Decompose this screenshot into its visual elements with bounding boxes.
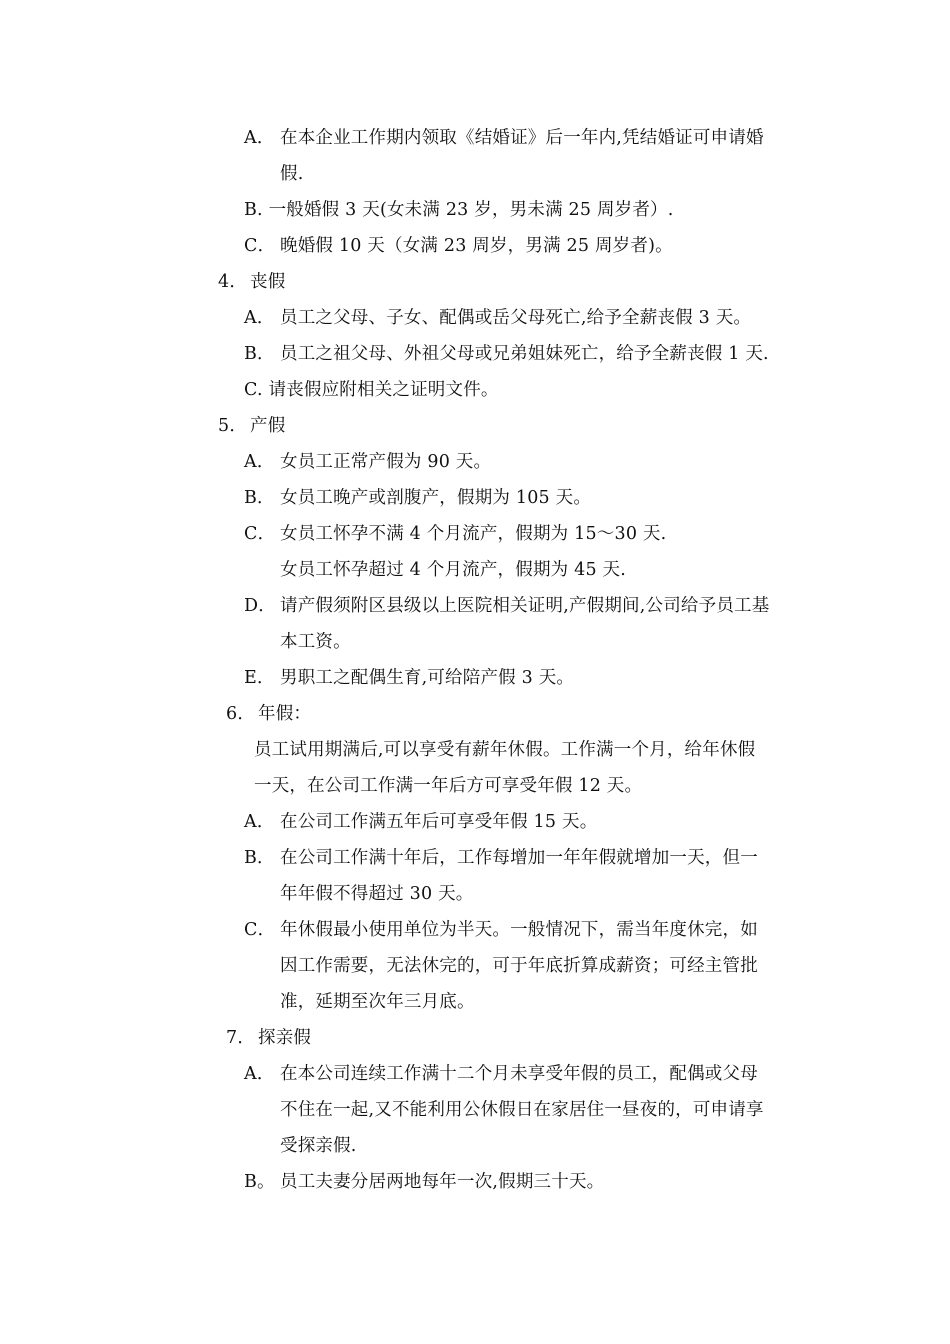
item-marker: B。 — [244, 1172, 275, 1192]
annual-leave-intro-line-1: 员工试用期满后,可以享受有薪年休假。工作满一个月，给年休假 — [254, 740, 756, 760]
item-marker: A． — [244, 812, 275, 832]
item-marker: A． — [244, 1064, 275, 1084]
item-text: 在本公司连续工作满十二个月未享受年假的员工，配偶或父母 — [280, 1064, 758, 1084]
family-visit-item-a — [244, 1062, 758, 1086]
item-marker: A． — [244, 128, 275, 148]
section-heading-family-visit — [226, 1026, 311, 1050]
item-marker: C． — [244, 524, 276, 544]
section-number: 6． — [226, 704, 256, 724]
item-marker: A． — [244, 452, 275, 472]
annual-leave-intro-line-2: 一天，在公司工作满一年后方可享受年假 12 天。 — [254, 776, 643, 796]
item-marker: C． — [244, 920, 276, 940]
item-marker: D． — [244, 596, 276, 616]
section-title: 探亲假 — [258, 1028, 312, 1048]
item-text: 女员工怀孕不满 4 个月流产，假期为 15～30 天. — [280, 524, 667, 544]
section-heading-annual-leave — [226, 702, 311, 726]
item-marker: B． — [244, 488, 275, 508]
family-visit-item-a-cont2: 受探亲假. — [280, 1136, 357, 1156]
marriage-leave-item-b: B. 一般婚假 3 天(女未满 23 岁，男未满 25 周岁者）. — [244, 200, 674, 220]
marriage-leave-item-c — [244, 234, 673, 258]
section-heading-bereavement — [218, 270, 285, 294]
annual-leave-item-b — [244, 846, 758, 870]
item-marker: A． — [244, 308, 275, 328]
item-text: 在公司工作满十年后，工作每增加一年年假就增加一天，但一 — [280, 848, 758, 868]
item-text: 在公司工作满五年后可享受年假 15 天。 — [280, 812, 598, 832]
marriage-leave-item-a-cont: 假. — [280, 164, 304, 184]
family-visit-item-b — [244, 1170, 604, 1194]
item-text: 在本企业工作期内领取《结婚证》后一年内,凭结婚证可申请婚 — [280, 128, 764, 148]
annual-leave-item-c-cont: 因工作需要，无法休完的，可于年底折算成薪资；可经主管批 — [280, 956, 758, 976]
section-number: 5． — [218, 416, 248, 436]
annual-leave-item-a — [244, 810, 597, 834]
annual-leave-item-c — [244, 918, 758, 942]
item-text: 女员工正常产假为 90 天。 — [280, 452, 492, 472]
item-text: 请产假须附区县级以上医院相关证明,产假期间,公司给予员工基 — [280, 596, 770, 616]
item-text: 员工之祖父母、外祖父母或兄弟姐妹死亡，给予全薪丧假 1 天. — [280, 344, 769, 364]
bereavement-item-a — [244, 306, 751, 330]
section-number: 4． — [218, 272, 248, 292]
item-marker: E． — [244, 668, 275, 688]
item-marker: B． — [244, 344, 275, 364]
marriage-leave-item-a — [244, 126, 764, 150]
section-heading-maternity — [218, 414, 285, 438]
annual-leave-item-b-cont: 年年假不得超过 30 天。 — [280, 884, 474, 904]
item-text: 晚婚假 10 天（女满 23 周岁，男满 25 周岁者)。 — [280, 236, 673, 256]
section-title: 产假 — [250, 416, 286, 436]
section-number: 7． — [226, 1028, 256, 1048]
section-title: 丧假 — [250, 272, 286, 292]
item-marker: C． — [244, 236, 276, 256]
maternity-item-e — [244, 666, 574, 690]
maternity-item-c-cont: 女员工怀孕超过 4 个月流产，假期为 45 天. — [280, 560, 627, 580]
item-text: 男职工之配偶生育,可给陪产假 3 天。 — [280, 668, 575, 688]
item-marker: B． — [244, 848, 275, 868]
item-text: 女员工晚产或剖腹产，假期为 105 天。 — [280, 488, 592, 508]
bereavement-item-b — [244, 342, 769, 366]
item-text: 年休假最小使用单位为半天。一般情况下，需当年度休完，如 — [280, 920, 758, 940]
item-text: 员工夫妻分居两地每年一次,假期三十天。 — [280, 1172, 605, 1192]
maternity-item-d — [244, 594, 769, 618]
family-visit-item-a-cont: 不住在一起,又不能利用公休假日在家居住一昼夜的，可申请享 — [280, 1100, 764, 1120]
annual-leave-item-c-cont2: 准，延期至次年三月底。 — [280, 992, 475, 1012]
maternity-item-d-cont: 本工资。 — [280, 632, 351, 652]
item-text: 员工之父母、子女、配偶或岳父母死亡,给予全薪丧假 3 天。 — [280, 308, 752, 328]
section-title: 年假： — [258, 704, 312, 724]
maternity-item-b — [244, 486, 591, 510]
maternity-item-a — [244, 450, 491, 474]
bereavement-item-c: C. 请丧假应附相关之证明文件。 — [244, 380, 499, 400]
maternity-item-c — [244, 522, 666, 546]
